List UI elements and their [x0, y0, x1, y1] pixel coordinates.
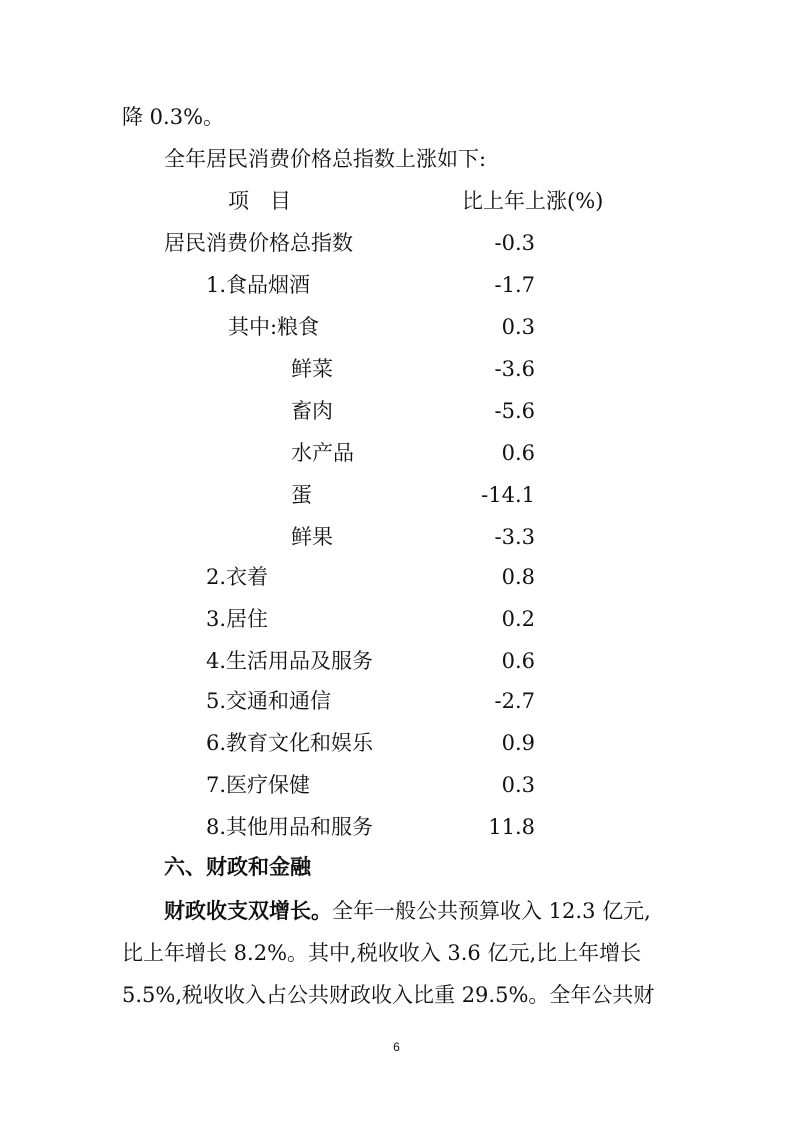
row-label: 4.生活用品及服务 [206, 649, 374, 673]
intro-line [0, 138, 793, 180]
table-row [0, 680, 793, 722]
table-header [0, 180, 793, 222]
table-row [0, 556, 793, 598]
paragraph-line-1 [0, 890, 793, 932]
row-value: 0.6 [501, 649, 535, 673]
header-item: 项 目 [228, 189, 291, 213]
row-label: 2.衣着 [206, 565, 269, 589]
row-value: 0.3 [501, 315, 535, 339]
continuation-line [0, 96, 793, 138]
row-value: -5.6 [494, 399, 535, 423]
row-value: 0.3 [501, 773, 535, 797]
row-label: 1.食品烟酒 [206, 273, 311, 297]
table-row [0, 222, 793, 264]
page-number: 6 [393, 1040, 400, 1054]
paragraph-line1: 全年一般公共预算收入 12.3 亿元, [332, 899, 651, 923]
section-heading: 六、财政和金融 [164, 855, 311, 879]
row-label: 蛋 [291, 483, 312, 507]
row-label: 水产品 [291, 441, 354, 465]
table-row [0, 306, 793, 348]
row-value: 0.2 [501, 607, 535, 631]
paragraph-line-1-text [164, 890, 651, 932]
table-row [0, 390, 793, 432]
table-row [0, 474, 793, 516]
row-label: 居民消费价格总指数 [164, 231, 353, 255]
table-row [0, 516, 793, 558]
paragraph-line-3 [0, 974, 793, 1016]
row-value: 11.8 [488, 815, 535, 839]
row-value: -3.6 [494, 357, 535, 381]
paragraph-line3: 5.5%,税收收入占公共财政收入比重 29.5%。全年公共财 [122, 983, 655, 1007]
row-value: -3.3 [494, 525, 535, 549]
intro-text: 全年居民消费价格总指数上涨如下: [164, 147, 487, 171]
section-heading-line [0, 846, 793, 888]
paragraph-line2: 比上年增长 8.2%。其中,税收收入 3.6 亿元,比上年增长 [122, 941, 642, 965]
row-label: 鲜果 [291, 525, 333, 549]
table-row [0, 764, 793, 806]
table-row [0, 348, 793, 390]
row-label: 7.医疗保健 [206, 773, 311, 797]
row-label: 6.教育文化和娱乐 [206, 731, 374, 755]
row-value: 0.6 [501, 441, 535, 465]
row-label: 鲜菜 [291, 357, 333, 381]
table-row [0, 806, 793, 848]
row-value: -1.7 [494, 273, 535, 297]
row-label: 畜肉 [291, 399, 333, 423]
row-value: 0.9 [501, 731, 535, 755]
paragraph-lead: 财政收支双增长。 [164, 899, 332, 923]
table-row [0, 722, 793, 764]
row-label: 3.居住 [206, 607, 269, 631]
row-value: -2.7 [494, 689, 535, 713]
table-row [0, 598, 793, 640]
row-label: 其中:粮食 [228, 315, 320, 339]
continuation-text: 降 0.3%。 [122, 105, 225, 129]
table-row [0, 432, 793, 474]
row-value: 0.8 [501, 565, 535, 589]
paragraph-line-2 [0, 932, 793, 974]
header-value: 比上年上涨(%) [462, 189, 604, 213]
row-label: 8.其他用品和服务 [206, 815, 374, 839]
table-row [0, 264, 793, 306]
row-label: 5.交通和通信 [206, 689, 332, 713]
row-value: -14.1 [481, 483, 535, 507]
table-row [0, 640, 793, 682]
row-value: -0.3 [494, 231, 535, 255]
